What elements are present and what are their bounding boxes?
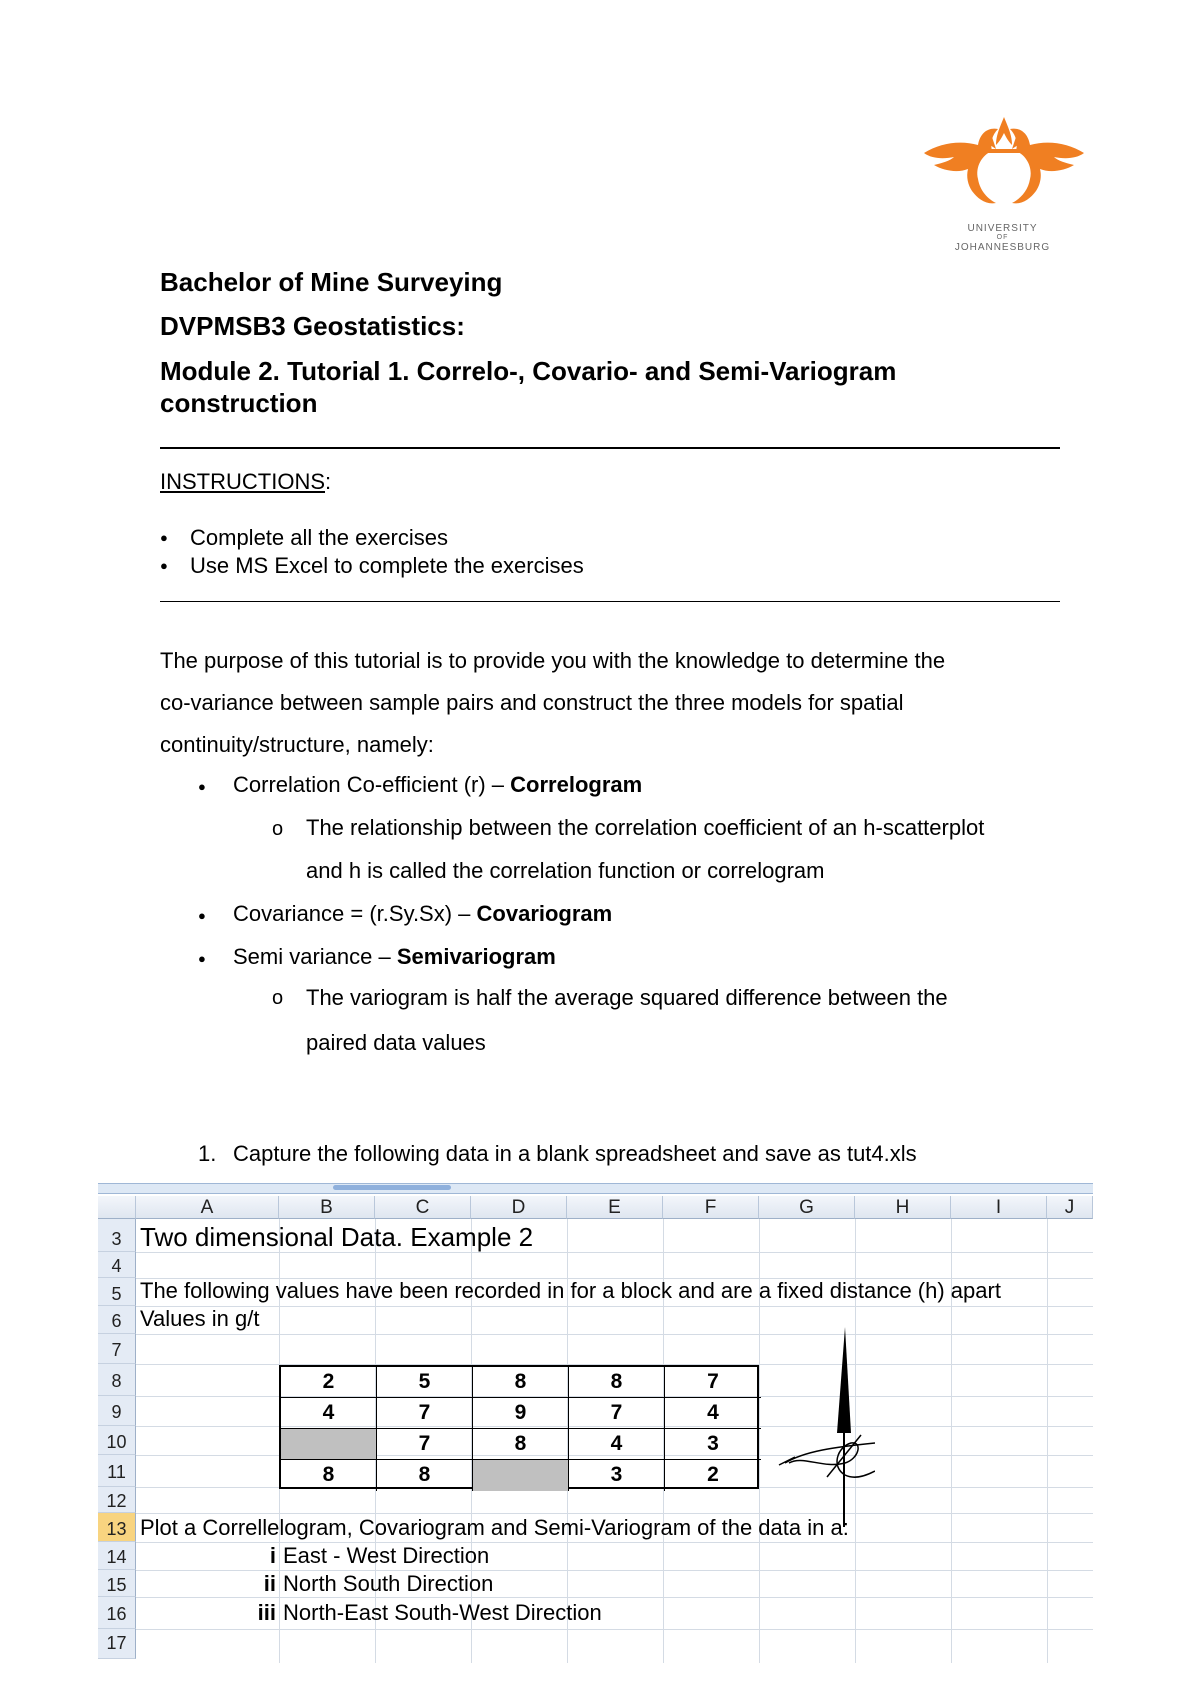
divider-bottom <box>160 601 1060 602</box>
divider-top <box>160 447 1060 449</box>
col-header-h[interactable]: H <box>855 1196 951 1219</box>
row-header-8[interactable]: 8 <box>98 1364 136 1396</box>
data-cell[interactable]: 4 <box>569 1429 665 1460</box>
data-cell[interactable]: 7 <box>665 1367 761 1398</box>
cell-a13[interactable]: Plot a Correllelogram, Covariogram and Semi-Variogram of the data in a: <box>140 1515 849 1540</box>
col-header-f[interactable]: F <box>663 1196 759 1219</box>
cell-a6[interactable]: Values in g/t <box>140 1306 260 1331</box>
data-cell[interactable]: 8 <box>281 1460 377 1491</box>
exercise-text: Capture the following data in a blank spreadsheet and save as tut4.xls <box>233 1141 917 1166</box>
data-grid <box>279 1365 759 1489</box>
data-cell[interactable]: 3 <box>569 1460 665 1491</box>
col-header-d[interactable]: D <box>471 1196 567 1219</box>
row-header-17[interactable]: 17 <box>98 1629 136 1659</box>
bullet-icon: ● <box>198 951 206 966</box>
semivariogram-desc-line1: The variogram is half the average squared difference between the <box>306 985 948 1010</box>
correlogram-desc-line1: The relationship between the correlation coefficient of an h-scatterplot <box>306 815 985 840</box>
row-header-5[interactable]: 5 <box>98 1278 136 1306</box>
row-header-13[interactable]: 13 <box>98 1513 136 1542</box>
data-cell[interactable]: 4 <box>281 1398 377 1429</box>
module-title-line2: construction <box>160 388 318 418</box>
data-cell[interactable]: 7 <box>377 1429 473 1460</box>
data-cell-missing[interactable] <box>281 1429 377 1460</box>
cell-c15[interactable]: North South Direction <box>283 1571 494 1596</box>
cell-a5[interactable]: The following values have been recorded in for a block and are a fixed distance (h) apart <box>140 1278 1001 1303</box>
bullet-icon: ● <box>198 779 206 794</box>
instructions-heading: INSTRUCTIONS: <box>160 469 332 494</box>
row-header-16[interactable]: 16 <box>98 1597 136 1629</box>
purpose-paragraph: The purpose of this tutorial is to provide you with the knowledge to determine the co-variance between sample pairs and construct the three models for spatial continuity/structure, namely: <box>160 648 946 757</box>
semivariogram-desc-line2: paired data values <box>306 1030 486 1055</box>
logo-text-johannesburg: JOHANNESBURG <box>954 242 1051 253</box>
col-header-c[interactable]: C <box>375 1196 471 1219</box>
data-cell[interactable]: 9 <box>473 1398 569 1429</box>
degree-title: Bachelor of Mine Surveying <box>160 267 503 297</box>
data-cell[interactable]: 2 <box>707 1463 719 1486</box>
instructions-list <box>160 524 584 580</box>
cell-a3[interactable]: Two dimensional Data. Example 2 <box>140 1222 534 1252</box>
row-header-4[interactable]: 4 <box>98 1252 136 1278</box>
ribbon-scroll <box>333 1185 451 1190</box>
logo-text-of: OF <box>996 234 1009 241</box>
logo-text-university: UNIVERSITY <box>967 223 1038 234</box>
data-cell[interactable]: 7 <box>569 1398 665 1429</box>
exercise-number: 1. <box>198 1141 217 1166</box>
ribbon-edge <box>98 1183 1093 1194</box>
course-title: DVPMSB3 Geostatistics: <box>160 311 465 341</box>
list-item: ● Use MS Excel to complete the exercises <box>160 552 584 580</box>
col-header-b[interactable]: B <box>279 1196 375 1219</box>
cell-b16-label[interactable]: iii <box>257 1600 276 1625</box>
data-cell[interactable]: 5 <box>377 1367 473 1398</box>
data-cell[interactable]: 4 <box>665 1398 761 1429</box>
model-covariogram: Covariance = (r.Sy.Sx) – Covariogram <box>233 901 613 926</box>
sub-bullet-icon: o <box>272 818 284 840</box>
cell-c16[interactable]: North-East South-West Direction <box>283 1600 602 1625</box>
cell-c14[interactable]: East - West Direction <box>283 1543 490 1568</box>
row-header-15[interactable]: 15 <box>98 1570 136 1597</box>
correlogram-desc-line2: and h is called the correlation function or correlogram <box>306 858 825 883</box>
cell-b15-label[interactable]: ii <box>263 1571 276 1596</box>
north-arrow-icon <box>775 1323 875 1533</box>
sub-bullet-icon: o <box>272 987 284 1009</box>
module-title-line1: Module 2. Tutorial 1. Correlo-, Covario- and Semi-Variogram <box>160 356 897 386</box>
row-header-11[interactable]: 11 <box>98 1455 136 1487</box>
data-cell[interactable]: 3 <box>665 1429 761 1460</box>
col-header-j[interactable]: J <box>1047 1196 1093 1219</box>
row-header-9[interactable]: 9 <box>98 1396 136 1426</box>
select-all-corner[interactable] <box>98 1196 136 1219</box>
row-header-10[interactable]: 10 <box>98 1426 136 1455</box>
row-header-12[interactable]: 12 <box>98 1487 136 1513</box>
list-item: ● Complete all the exercises <box>160 524 584 552</box>
data-cell[interactable]: 8 <box>473 1367 569 1398</box>
col-header-e[interactable]: E <box>567 1196 663 1219</box>
cell-b14-label[interactable]: i <box>269 1543 276 1568</box>
col-header-i[interactable]: I <box>951 1196 1047 1219</box>
col-header-a[interactable]: A <box>136 1196 279 1219</box>
data-cell[interactable]: 2 <box>281 1367 377 1398</box>
data-cell[interactable]: 8 <box>569 1367 665 1398</box>
row-header-7[interactable]: 7 <box>98 1334 136 1364</box>
row-header-3[interactable]: 3 <box>98 1219 136 1252</box>
model-correlogram: Correlation Co-efficient (r) – Correlogram <box>233 772 643 797</box>
row-header-14[interactable]: 14 <box>98 1542 136 1570</box>
spreadsheet-image <box>98 1183 1093 1663</box>
data-cell-missing[interactable] <box>473 1460 569 1491</box>
col-header-g[interactable]: G <box>759 1196 855 1219</box>
row-header-6[interactable]: 6 <box>98 1306 136 1334</box>
data-cell[interactable]: 8 <box>473 1429 569 1460</box>
data-cell[interactable]: 8 <box>377 1460 473 1491</box>
model-semivariogram: Semi variance – Semivariogram <box>233 944 556 969</box>
bullet-icon: ● <box>198 908 206 923</box>
data-cell[interactable]: 7 <box>377 1398 473 1429</box>
